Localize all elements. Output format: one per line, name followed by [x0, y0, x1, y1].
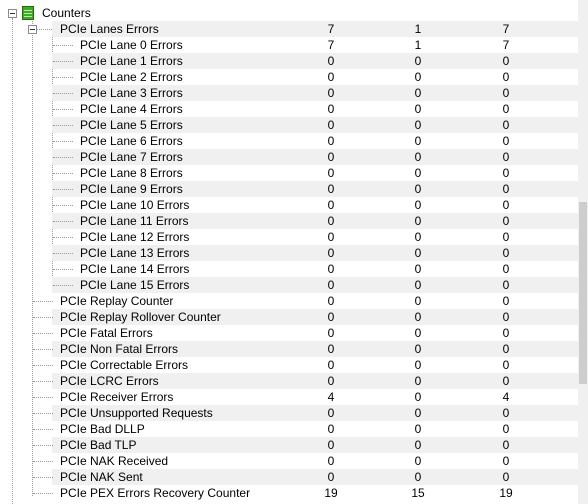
tree-line	[33, 477, 53, 478]
table-row[interactable]	[0, 357, 578, 373]
value-current: 19	[324, 486, 338, 500]
value-max: 0	[502, 182, 510, 196]
value-max: 0	[502, 454, 510, 468]
value-min: 0	[414, 326, 422, 340]
table-row[interactable]	[0, 373, 578, 389]
tree-row-label: PCIe Lane 15 Errors	[80, 278, 190, 292]
table-row[interactable]	[0, 341, 578, 357]
value-current: 0	[327, 454, 335, 468]
table-row[interactable]	[0, 197, 578, 213]
tree-row-label: PCIe LCRC Errors	[60, 374, 159, 388]
tree-row-label: PCIe Non Fatal Errors	[60, 342, 179, 356]
tree-line	[33, 349, 53, 350]
tree-row-label: PCIe Bad TLP	[60, 438, 137, 452]
value-current: 0	[327, 278, 335, 292]
tree-line	[53, 173, 73, 174]
value-current: 4	[327, 390, 335, 404]
tree-row-label: PCIe Lane 4 Errors	[80, 102, 183, 116]
tree-row-label: PCIe Lane 3 Errors	[80, 86, 183, 100]
value-current: 0	[327, 374, 335, 388]
value-min: 0	[414, 294, 422, 308]
value-min: 0	[414, 374, 422, 388]
tree-line	[33, 365, 53, 366]
tree-line	[33, 445, 53, 446]
value-max: 0	[502, 198, 510, 212]
value-min: 0	[414, 230, 422, 244]
tree-row-label: PCIe Lane 0 Errors	[80, 38, 183, 52]
value-current: 7	[327, 22, 335, 36]
value-max: 7	[502, 38, 510, 52]
value-max: 0	[502, 294, 510, 308]
tree-row-label: PCIe NAK Received	[60, 454, 169, 468]
value-min: 0	[414, 358, 422, 372]
value-current: 0	[327, 422, 335, 436]
tree-line	[53, 253, 73, 254]
value-current: 0	[327, 294, 335, 308]
tree-row-label: PCIe Correctable Errors	[60, 358, 189, 372]
tree-line	[33, 317, 53, 318]
value-current: 0	[327, 198, 335, 212]
value-max: 0	[502, 278, 510, 292]
table-row[interactable]	[0, 53, 578, 69]
value-max: 0	[502, 150, 510, 164]
tree-line	[53, 205, 73, 206]
value-current: 0	[327, 134, 335, 148]
tree-row-counters[interactable]	[0, 5, 578, 21]
table-row[interactable]	[0, 117, 578, 133]
value-max: 0	[502, 358, 510, 372]
value-current: 0	[327, 150, 335, 164]
value-current: 0	[327, 342, 335, 356]
table-row[interactable]	[0, 437, 578, 453]
table-row[interactable]	[0, 405, 578, 421]
value-current: 0	[327, 118, 335, 132]
value-min: 0	[414, 406, 422, 420]
table-row[interactable]	[0, 293, 578, 309]
value-max: 0	[502, 438, 510, 452]
tree-line	[53, 189, 73, 190]
scrollbar-thumb[interactable]	[579, 202, 587, 384]
value-min: 0	[414, 470, 422, 484]
value-current: 0	[327, 326, 335, 340]
table-row[interactable]	[0, 165, 578, 181]
value-current: 0	[327, 54, 335, 68]
table-row[interactable]	[0, 453, 578, 469]
value-min: 0	[414, 262, 422, 276]
table-row[interactable]	[0, 325, 578, 341]
tree-line	[33, 381, 53, 382]
value-min: 0	[414, 182, 422, 196]
value-min: 0	[414, 70, 422, 84]
table-row[interactable]	[0, 229, 578, 245]
value-current: 0	[327, 470, 335, 484]
tree-row-label: PCIe Lane 10 Errors	[80, 198, 190, 212]
tree-line	[33, 413, 53, 414]
tree-line	[53, 237, 73, 238]
value-max: 19	[499, 486, 513, 500]
tree-row-label: PCIe Lanes Errors	[60, 22, 159, 36]
value-current: 0	[327, 182, 335, 196]
value-min: 0	[414, 54, 422, 68]
value-current: 0	[327, 262, 335, 276]
value-max: 0	[502, 102, 510, 116]
value-max: 0	[502, 86, 510, 100]
tree-line	[33, 301, 53, 302]
value-min: 0	[414, 118, 422, 132]
value-max: 0	[502, 230, 510, 244]
tree-line	[53, 109, 73, 110]
table-row[interactable]	[0, 181, 578, 197]
value-min: 0	[414, 310, 422, 324]
value-max: 0	[502, 262, 510, 276]
value-min: 15	[411, 486, 425, 500]
value-min: 0	[414, 342, 422, 356]
value-max: 0	[502, 422, 510, 436]
table-row[interactable]	[0, 261, 578, 277]
tree-row-label: PCIe Lane 11 Errors	[80, 214, 189, 228]
tree-line	[53, 141, 73, 142]
value-current: 0	[327, 438, 335, 452]
tree-line	[53, 77, 73, 78]
value-min: 0	[414, 86, 422, 100]
tree-line	[53, 157, 73, 158]
tree-row-label: PCIe Lane 2 Errors	[80, 70, 183, 84]
table-row[interactable]	[0, 277, 578, 293]
tree-line	[53, 45, 73, 46]
vertical-scrollbar[interactable]	[578, 0, 588, 504]
value-max: 0	[502, 374, 510, 388]
tree-line	[53, 221, 73, 222]
tree-row-label: PCIe Unsupported Requests	[60, 406, 213, 420]
tree-row-label: PCIe Lane 7 Errors	[80, 150, 183, 164]
value-current: 0	[327, 310, 335, 324]
counter-group-icon	[22, 6, 34, 20]
tree-line	[33, 397, 53, 398]
tree-line	[53, 125, 73, 126]
tree-row-label: PCIe NAK Sent	[60, 470, 143, 484]
table-row[interactable]	[0, 149, 578, 165]
value-current: 0	[327, 406, 335, 420]
tree-row-label: PCIe Bad DLLP	[60, 422, 145, 436]
collapse-minus-icon[interactable]	[8, 9, 17, 18]
tree-line	[33, 429, 53, 430]
value-current: 0	[327, 166, 335, 180]
tree-line	[33, 461, 53, 462]
value-current: 7	[327, 38, 335, 52]
value-max: 0	[502, 470, 510, 484]
value-max: 0	[502, 166, 510, 180]
table-row[interactable]	[0, 37, 578, 53]
value-max: 0	[502, 54, 510, 68]
value-max: 0	[502, 214, 510, 228]
tree-row-label: PCIe Lane 14 Errors	[80, 262, 190, 276]
value-min: 0	[414, 102, 422, 116]
tree-row-label: PCIe Lane 6 Errors	[80, 134, 183, 148]
table-row[interactable]	[0, 213, 578, 229]
table-row[interactable]	[0, 245, 578, 261]
tree-row-label: PCIe PEX Errors Recovery Counter	[60, 486, 251, 500]
value-max: 0	[502, 118, 510, 132]
value-min: 0	[414, 134, 422, 148]
table-row[interactable]	[0, 101, 578, 117]
value-max: 0	[502, 326, 510, 340]
tree-row-label: PCIe Fatal Errors	[60, 326, 153, 340]
tree-line	[53, 93, 73, 94]
table-row[interactable]	[0, 69, 578, 85]
tree-row-pcie-lanes-errors[interactable]	[0, 21, 578, 37]
value-min: 0	[414, 422, 422, 436]
value-max: 0	[502, 134, 510, 148]
value-min: 0	[414, 438, 422, 452]
value-max: 0	[502, 310, 510, 324]
value-max: 0	[502, 342, 510, 356]
table-row[interactable]	[0, 421, 578, 437]
value-max: 0	[502, 70, 510, 84]
value-current: 0	[327, 86, 335, 100]
value-current: 0	[327, 246, 335, 260]
value-min: 0	[414, 454, 422, 468]
value-current: 0	[327, 230, 335, 244]
value-min: 0	[414, 150, 422, 164]
value-current: 0	[327, 358, 335, 372]
tree-row-label: PCIe Replay Rollover Counter	[60, 310, 221, 324]
tree-row-label: PCIe Receiver Errors	[60, 390, 174, 404]
value-current: 0	[327, 214, 335, 228]
table-row[interactable]	[0, 133, 578, 149]
tree-row-label: PCIe Lane 1 Errors	[80, 54, 183, 68]
tree-row-label: PCIe Replay Counter	[60, 294, 174, 308]
value-min: 0	[414, 278, 422, 292]
tree-line	[53, 269, 73, 270]
value-min: 0	[414, 390, 422, 404]
value-min: 1	[414, 22, 422, 36]
value-max: 7	[502, 22, 510, 36]
tree-row-label: PCIe Lane 9 Errors	[80, 182, 183, 196]
tree-row-label: Counters	[42, 6, 91, 20]
value-max: 0	[502, 246, 510, 260]
collapse-minus-icon[interactable]	[28, 25, 37, 34]
tree-row-label: PCIe Lane 8 Errors	[80, 166, 183, 180]
tree-line	[33, 333, 53, 334]
value-max: 4	[502, 390, 510, 404]
table-row[interactable]	[0, 485, 578, 501]
table-row[interactable]	[0, 389, 578, 405]
tree-line	[53, 61, 73, 62]
value-min: 0	[414, 198, 422, 212]
tree-row-label: PCIe Lane 5 Errors	[80, 118, 183, 132]
tree-row-label: PCIe Lane 12 Errors	[80, 230, 190, 244]
value-current: 0	[327, 102, 335, 116]
table-row[interactable]	[0, 85, 578, 101]
value-min: 1	[414, 38, 422, 52]
value-min: 0	[414, 246, 422, 260]
value-current: 0	[327, 70, 335, 84]
tree-line	[53, 285, 73, 286]
value-min: 0	[414, 214, 422, 228]
tree-line	[33, 493, 53, 494]
tree-row-label: PCIe Lane 13 Errors	[80, 246, 190, 260]
table-row[interactable]	[0, 469, 578, 485]
value-max: 0	[502, 406, 510, 420]
value-min: 0	[414, 166, 422, 180]
table-row[interactable]	[0, 309, 578, 325]
